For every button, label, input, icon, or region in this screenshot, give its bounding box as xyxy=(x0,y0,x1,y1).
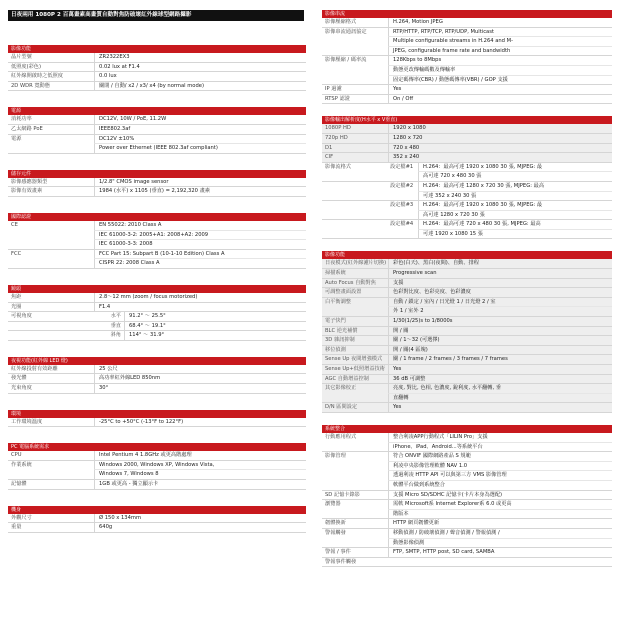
spec-row xyxy=(8,384,306,394)
spec-label: D1 xyxy=(325,144,333,151)
spec-label: 瀏覽器 xyxy=(325,501,341,508)
spec-values xyxy=(388,317,612,326)
spec-value: 關 / 1～32 (可選擇) xyxy=(388,336,612,345)
spec-value: 階版本 xyxy=(388,509,612,519)
spec-label: 影像壓縮 / 碼率流 xyxy=(325,57,367,64)
spec-values xyxy=(388,403,612,412)
spec-row xyxy=(8,178,306,188)
spec-value: IEC 61000-3-2: 2005+A1: 2008+A2: 2009 xyxy=(94,230,306,240)
spec-value: Yes xyxy=(388,85,612,94)
spec-values xyxy=(94,135,306,153)
spec-value: 2.8～12 mm (zoom / focus motorized) xyxy=(94,293,306,302)
spec-values xyxy=(388,548,612,557)
spec-label: CIF xyxy=(325,154,334,161)
spec-label: CE xyxy=(11,221,18,228)
spec-value: H.264：最高可達 720 x 480 30 張, MJPEG: 最高 xyxy=(418,220,612,229)
spec-label: 外觀尺寸 xyxy=(11,514,32,521)
spec-value: 1GB 或更高 - 獨立顯示卡 xyxy=(94,480,306,489)
spec-values xyxy=(388,452,612,489)
spec-values xyxy=(94,82,306,91)
spec-row xyxy=(8,72,306,82)
spec-row xyxy=(8,365,306,375)
spec-values xyxy=(94,53,306,62)
section-header: 國際認證 xyxy=(8,213,306,221)
spec-row xyxy=(322,365,612,375)
spec-row xyxy=(322,491,612,501)
spec-label: 晶片型號 xyxy=(11,54,32,60)
spec-value: 1/30(1/25)s to 1/8000s xyxy=(388,317,612,326)
spec-label: 作業系統 xyxy=(11,461,32,468)
spec-row xyxy=(8,523,306,533)
spec-row xyxy=(322,269,612,279)
spec-value: H.264：最高可達 1920 x 1080 30 張, MJPEG: 最 xyxy=(418,201,612,210)
spec-label: 焦距 xyxy=(11,293,22,300)
spec-label: 可調整畫面設置 xyxy=(325,289,362,296)
spec-values xyxy=(388,327,612,336)
spec-values xyxy=(94,115,306,124)
spec-row xyxy=(322,153,612,163)
spec-value: 利凌中央影像管理軟體 NAV 1.0 xyxy=(388,461,612,471)
spec-value: 固定碼傳率(CBR) / 動態碼傳率(VBR) / GOP 支援 xyxy=(388,75,612,85)
spec-label: 記憶體 xyxy=(11,481,27,488)
spec-value: H.264：最高可達 1920 x 1080 30 張, MJPEG: 最 xyxy=(418,163,612,172)
spec-label xyxy=(322,201,388,219)
spec-values xyxy=(94,178,306,187)
spec-values xyxy=(388,288,612,297)
section-header: 儲存元件 xyxy=(8,170,306,178)
spec-value: 0.0 lux xyxy=(94,72,306,81)
spec-value: 25 公尺 xyxy=(94,365,306,374)
spec-value: EN 55022: 2010 Class A xyxy=(94,221,306,230)
spec-row xyxy=(8,374,306,384)
spec-row xyxy=(322,144,612,154)
spec-label: CPU xyxy=(11,452,22,459)
spec-label: 電子快門 xyxy=(325,318,346,325)
spec-values xyxy=(388,336,612,345)
spec-row xyxy=(322,336,612,346)
spec-value: ZR2322EX3 xyxy=(94,53,306,62)
spec-value: Ø 150 x 134mm xyxy=(94,514,306,523)
section-header: 夜視功能(紅外線 LED 燈) xyxy=(8,357,306,365)
spec-value: 透過利凌 HTTP API 可以與第三方 VMS 影像管理 xyxy=(388,470,612,480)
spec-values xyxy=(388,18,612,27)
spec-values xyxy=(94,461,306,479)
spec-label: 720p HD xyxy=(325,134,348,141)
left-spec-column xyxy=(8,45,306,549)
spec-sublabel: 設定檔#1 xyxy=(390,163,414,170)
spec-section xyxy=(8,213,306,269)
section-header: 影像功能 xyxy=(322,251,612,259)
spec-value: 關 / 1 frame / 2 frames / 3 frames / 7 frames xyxy=(388,355,612,364)
section-header: 影像輸出解析度(H水平 x V垂直) xyxy=(322,116,612,124)
spec-value: 可達 352 x 240 30 張 xyxy=(418,191,612,201)
section-header: 電源 xyxy=(8,107,306,115)
spec-section xyxy=(8,506,306,533)
spec-row xyxy=(322,134,612,144)
spec-values xyxy=(94,384,306,393)
spec-section xyxy=(8,45,306,91)
spec-values xyxy=(418,201,612,219)
section-header: 影像串流 xyxy=(322,10,612,18)
spec-value: iPhone、iPad、Android...等系統平台 xyxy=(388,442,612,452)
spec-values xyxy=(388,375,612,384)
right-spec-column xyxy=(322,10,612,579)
spec-label: 掃描系統 xyxy=(325,270,346,277)
spec-label: 紅外線開啟時之低照度 xyxy=(11,73,63,80)
spec-row xyxy=(322,519,612,529)
spec-value: 移動偵測 / 防破壞偵測 / 聲音偵測 / 警報偵測 / xyxy=(388,529,612,538)
spec-sublabel: 設定檔#2 xyxy=(390,182,414,189)
spec-value: IEC 61000-3-3: 2008 xyxy=(94,239,306,249)
spec-values xyxy=(94,250,306,268)
spec-value: 自動 / 鎖定 / 室內 / 日光燈 1 / 日光燈 2 / 室 xyxy=(388,298,612,307)
spec-value: 1/2.8" CMOS image sensor xyxy=(94,178,306,187)
spec-value: Yes xyxy=(388,403,612,412)
spec-value: IEEE802.3af xyxy=(94,125,306,134)
spec-values xyxy=(388,491,612,500)
spec-section xyxy=(8,170,306,197)
spec-values xyxy=(94,480,306,489)
spec-value: Progressive scan xyxy=(388,269,612,278)
section-header: 機身 xyxy=(8,506,306,514)
spec-label: 光圈 xyxy=(11,303,22,310)
spec-label: 消耗功率 xyxy=(11,116,32,123)
spec-row xyxy=(8,293,306,303)
spec-value: H.264：最高可達 1280 x 720 30 張, MJPEG: 最高 xyxy=(418,182,612,191)
spec-row xyxy=(322,500,612,519)
spec-row xyxy=(322,548,612,558)
spec-value: 整合利凌APP行動程式「LILIN Pro」支援 xyxy=(388,433,612,442)
spec-row xyxy=(322,375,612,385)
spec-values xyxy=(94,374,306,383)
spec-label: 其它影像校正 xyxy=(325,385,357,392)
spec-label: Sense Up 夜間增強模式 xyxy=(325,356,383,363)
spec-row xyxy=(8,53,306,63)
spec-values xyxy=(94,418,306,427)
spec-value: Intel Pentium 4 1.8GHz 或更高階處理 xyxy=(94,451,306,460)
spec-section xyxy=(322,10,612,104)
spec-value: H.264, Motion JPEG xyxy=(388,18,612,27)
spec-values xyxy=(418,220,612,238)
spec-value: 30° xyxy=(94,384,306,393)
spec-label: 可視角度 xyxy=(11,313,32,320)
spec-row xyxy=(8,135,306,154)
spec-row xyxy=(322,384,612,403)
spec-sublabel: 設定檔#3 xyxy=(390,202,414,209)
spec-sublabel: 垂直 xyxy=(110,322,121,329)
spec-values xyxy=(94,523,306,532)
spec-values xyxy=(94,221,306,249)
spec-values xyxy=(388,558,612,567)
spec-row xyxy=(322,288,612,298)
spec-value: 128Kbps to 8Mbps xyxy=(388,56,612,65)
spec-label: 影像有效畫素 xyxy=(11,188,43,195)
spec-label: 移位偵測 xyxy=(325,346,346,353)
spec-value: 彩色(白天)、黑白(夜間)、自動、排程 xyxy=(388,259,612,268)
spec-label: 日夜模式(紅外線濾片切換) xyxy=(325,260,387,267)
spec-value: 720 x 480 xyxy=(388,144,612,153)
spec-values xyxy=(94,514,306,523)
spec-value: 1920 x 1080 xyxy=(388,124,612,133)
spec-value: 高可達 1280 x 720 30 張 xyxy=(418,210,612,220)
spec-label: 白平衡調整 xyxy=(325,298,351,305)
spec-label: 行動應用程式 xyxy=(325,433,357,440)
spec-row xyxy=(322,279,612,289)
spec-row xyxy=(322,452,612,490)
spec-row xyxy=(322,355,612,365)
section-header: 環境 xyxy=(8,410,306,418)
spec-row xyxy=(8,514,306,524)
spec-row xyxy=(8,115,306,125)
spec-section xyxy=(322,116,612,239)
spec-section xyxy=(8,285,306,341)
spec-row xyxy=(8,461,306,480)
spec-label: 警報事件觸發 xyxy=(325,558,357,565)
spec-values xyxy=(388,269,612,278)
spec-values xyxy=(94,72,306,81)
section-header: PC 電腦系統需求 xyxy=(8,443,306,451)
spec-label: 韌體換新 xyxy=(325,520,346,527)
spec-row xyxy=(8,63,306,73)
spec-label: 發光體 xyxy=(11,375,27,382)
spec-row xyxy=(322,317,612,327)
spec-sublabel: 斜角 xyxy=(110,332,121,339)
spec-label: BLC 逆光補償 xyxy=(325,327,358,334)
spec-value: 動態影像偵測 xyxy=(388,538,612,548)
spec-row xyxy=(322,95,612,105)
spec-values xyxy=(388,433,612,451)
spec-row xyxy=(8,125,306,135)
spec-row xyxy=(322,403,612,413)
spec-value: RTP/HTTP, RTP/TCP, RTP/UDP, Multicast xyxy=(388,28,612,37)
spec-values xyxy=(388,500,612,518)
spec-value: Windows 2000, Windows XP, Windows Vista, xyxy=(94,461,306,470)
spec-label: 工作環境溫度 xyxy=(11,418,43,425)
spec-label: SD 記憶卡錄影 xyxy=(325,491,360,498)
spec-values xyxy=(94,187,306,196)
spec-label: 3D 雜訊抑制 xyxy=(325,337,355,344)
spec-value: F1.4 xyxy=(94,303,306,312)
spec-value: 軟體平台做到系統整合 xyxy=(388,480,612,490)
spec-value: 高功率紅外線LED 850nm xyxy=(94,374,306,383)
spec-value: On / Off xyxy=(388,95,612,104)
spec-values xyxy=(388,134,612,143)
spec-section xyxy=(8,357,306,394)
spec-value: DC12V, 10W / PoE, 11.2W xyxy=(94,115,306,124)
spec-value: 動態更改傳輸碼數及傳輸率 xyxy=(388,65,612,75)
spec-row xyxy=(8,303,306,313)
spec-value: 外 1 / 室外 2 xyxy=(388,306,612,316)
spec-values xyxy=(388,28,612,56)
spec-value: 需軟 Microsoft系 Internet Explorer系 6.0 或更高 xyxy=(388,500,612,509)
spec-label: 2D WDR 寬動態 xyxy=(11,82,50,89)
spec-value: Yes xyxy=(388,365,612,374)
spec-value: DC12V ±10% xyxy=(94,135,306,144)
spec-label: 影像壓縮格式 xyxy=(325,19,357,25)
spec-label: 影像流格式 xyxy=(325,163,351,170)
spec-values xyxy=(418,163,612,181)
spec-value: 高可達 720 x 480 30 張 xyxy=(418,171,612,181)
spec-label: 紅外線投射有效距離 xyxy=(11,365,58,372)
spec-value: CISPR 22: 2008 Class A xyxy=(94,258,306,268)
spec-label: RTSP 認證 xyxy=(325,95,350,102)
spec-value: 114° ～ 31.9° xyxy=(124,331,306,340)
spec-values xyxy=(124,322,306,331)
spec-value: FTP, SMTP, HTTP post, SD card, SAMBA xyxy=(388,548,612,557)
spec-row xyxy=(8,451,306,461)
spec-label: 1080P HD xyxy=(325,125,351,132)
spec-row xyxy=(322,163,612,182)
spec-value: 91.2° ～ 25.5° xyxy=(124,312,306,321)
spec-row xyxy=(322,327,612,337)
spec-value: FCC Part 15: Subpart B (10-1-10 Edition) Class A xyxy=(94,250,306,259)
spec-value: HTTP 網頁韌體更新 xyxy=(388,519,612,528)
spec-label xyxy=(322,182,388,200)
spec-value: 352 x 240 xyxy=(388,153,612,162)
spec-label: FCC xyxy=(11,250,22,257)
spec-value: 色彩對比度、色彩亮度、色彩濃度 xyxy=(388,288,612,297)
page-title: 日夜兩用 1080P 2 百萬畫素高畫質自動對焦防破壞紅外線球型網路攝影 xyxy=(8,10,304,21)
spec-row xyxy=(322,259,612,269)
spec-values xyxy=(94,293,306,302)
spec-value: Power over Ethernet (IEEE 802.3af compliant) xyxy=(94,143,306,153)
spec-value: 可達 1920 x 1080 15 張 xyxy=(418,229,612,239)
spec-value: Windows 7, Windows 8 xyxy=(94,469,306,479)
spec-label: 電源 xyxy=(11,135,22,142)
spec-sublabel: 設定檔#4 xyxy=(390,221,414,228)
spec-values xyxy=(94,125,306,134)
spec-section xyxy=(322,251,612,413)
spec-values xyxy=(388,85,612,94)
spec-value: 直翻轉 xyxy=(388,393,612,403)
spec-value: 開 / 關(4 區塊) xyxy=(388,346,612,355)
spec-label: Auto Focus 自動對焦 xyxy=(325,279,376,286)
spec-values xyxy=(388,56,612,84)
spec-value: 1280 x 720 xyxy=(388,134,612,143)
spec-values xyxy=(388,355,612,364)
spec-section xyxy=(8,443,306,489)
spec-label: Sense Up+低照增益技術 xyxy=(325,366,385,372)
spec-values xyxy=(388,259,612,268)
spec-label: 警報 / 事件 xyxy=(325,549,351,556)
spec-value: -25°C to +50°C (-13°F to 122°F) xyxy=(94,418,306,427)
spec-row xyxy=(8,322,306,332)
spec-value: 亮度, 對比, 色相, 色濃度, 銳利度, 水平翻轉, 垂 xyxy=(388,384,612,393)
spec-section xyxy=(8,410,306,428)
spec-values xyxy=(388,519,612,528)
section-header: 鏡頭 xyxy=(8,285,306,293)
spec-row xyxy=(8,331,306,341)
spec-values xyxy=(94,451,306,460)
spec-label: 影像管理 xyxy=(325,453,346,460)
spec-row xyxy=(322,18,612,28)
spec-label: 光束角度 xyxy=(11,385,32,392)
spec-value: 36 dB 可調整 xyxy=(388,375,612,384)
spec-row xyxy=(322,201,612,220)
spec-values xyxy=(94,63,306,72)
spec-row xyxy=(8,187,306,197)
spec-value: 640g xyxy=(94,523,306,532)
spec-values xyxy=(388,346,612,355)
spec-label: 影像感應器類型 xyxy=(11,178,48,185)
spec-label: IP 過濾 xyxy=(325,86,342,93)
spec-label: 影像串流通訊協定 xyxy=(325,28,367,35)
spec-value: 68.4° ～ 19.1° xyxy=(124,322,306,331)
spec-row xyxy=(322,182,612,201)
spec-values xyxy=(124,312,306,321)
spec-label xyxy=(322,220,388,238)
spec-sublabel: 水平 xyxy=(110,313,121,320)
spec-value: 符合 ONVIF 國際網路產品 S 規範 xyxy=(388,452,612,461)
section-header: 系統整合 xyxy=(322,425,612,433)
spec-value: JPEG, configurable frame rate and bandwidth xyxy=(388,46,612,56)
spec-label: 重量 xyxy=(11,524,22,531)
spec-values xyxy=(94,303,306,312)
spec-row xyxy=(8,221,306,250)
spec-row xyxy=(8,312,306,322)
spec-row xyxy=(322,28,612,57)
spec-label: D/N 區間設定 xyxy=(325,404,358,411)
spec-label: 乙太網路 PoE xyxy=(11,125,43,132)
spec-value: 支援 Micro SD/SDHC 記憶卡(卡片本身為選配) xyxy=(388,491,612,500)
spec-row xyxy=(322,220,612,239)
spec-row xyxy=(322,124,612,134)
spec-values xyxy=(388,144,612,153)
spec-section xyxy=(322,425,612,567)
spec-values xyxy=(388,279,612,288)
spec-row xyxy=(322,529,612,548)
spec-values xyxy=(94,365,306,374)
spec-values xyxy=(388,95,612,104)
spec-values xyxy=(388,384,612,402)
spec-values xyxy=(418,182,612,200)
spec-value: 1984 (水平) x 1105 (垂直) = 2,192,320 畫素 xyxy=(94,187,306,196)
spec-label xyxy=(8,322,94,331)
spec-values xyxy=(388,153,612,162)
spec-value: 0.02 lux at F1.4 xyxy=(94,63,306,72)
spec-row xyxy=(8,250,306,269)
spec-section xyxy=(8,107,306,153)
spec-row xyxy=(322,298,612,317)
spec-label: 低照度(彩色) xyxy=(11,63,41,70)
spec-value: Multiple configurable streams in H.264 and M- xyxy=(388,36,612,46)
spec-values xyxy=(388,529,612,547)
spec-value: 支援 xyxy=(388,279,612,288)
spec-row xyxy=(322,56,612,85)
section-header: 影像功能 xyxy=(8,45,306,53)
spec-values xyxy=(388,124,612,133)
spec-row xyxy=(8,480,306,490)
spec-label xyxy=(8,331,94,340)
spec-row xyxy=(8,82,306,92)
spec-value: 開 / 關 xyxy=(388,327,612,336)
spec-values xyxy=(388,365,612,374)
spec-row xyxy=(8,418,306,428)
spec-values xyxy=(388,298,612,316)
spec-row xyxy=(322,346,612,356)
spec-value: 關閉 / 自動/ x2 / x3/ x4 (by normal mode) xyxy=(94,82,306,91)
spec-row xyxy=(322,85,612,95)
spec-values xyxy=(124,331,306,340)
spec-label: AGC 自動增益控制 xyxy=(325,375,369,382)
spec-row xyxy=(322,558,612,568)
spec-label: 警報觸發 xyxy=(325,529,346,536)
spec-row xyxy=(322,433,612,452)
